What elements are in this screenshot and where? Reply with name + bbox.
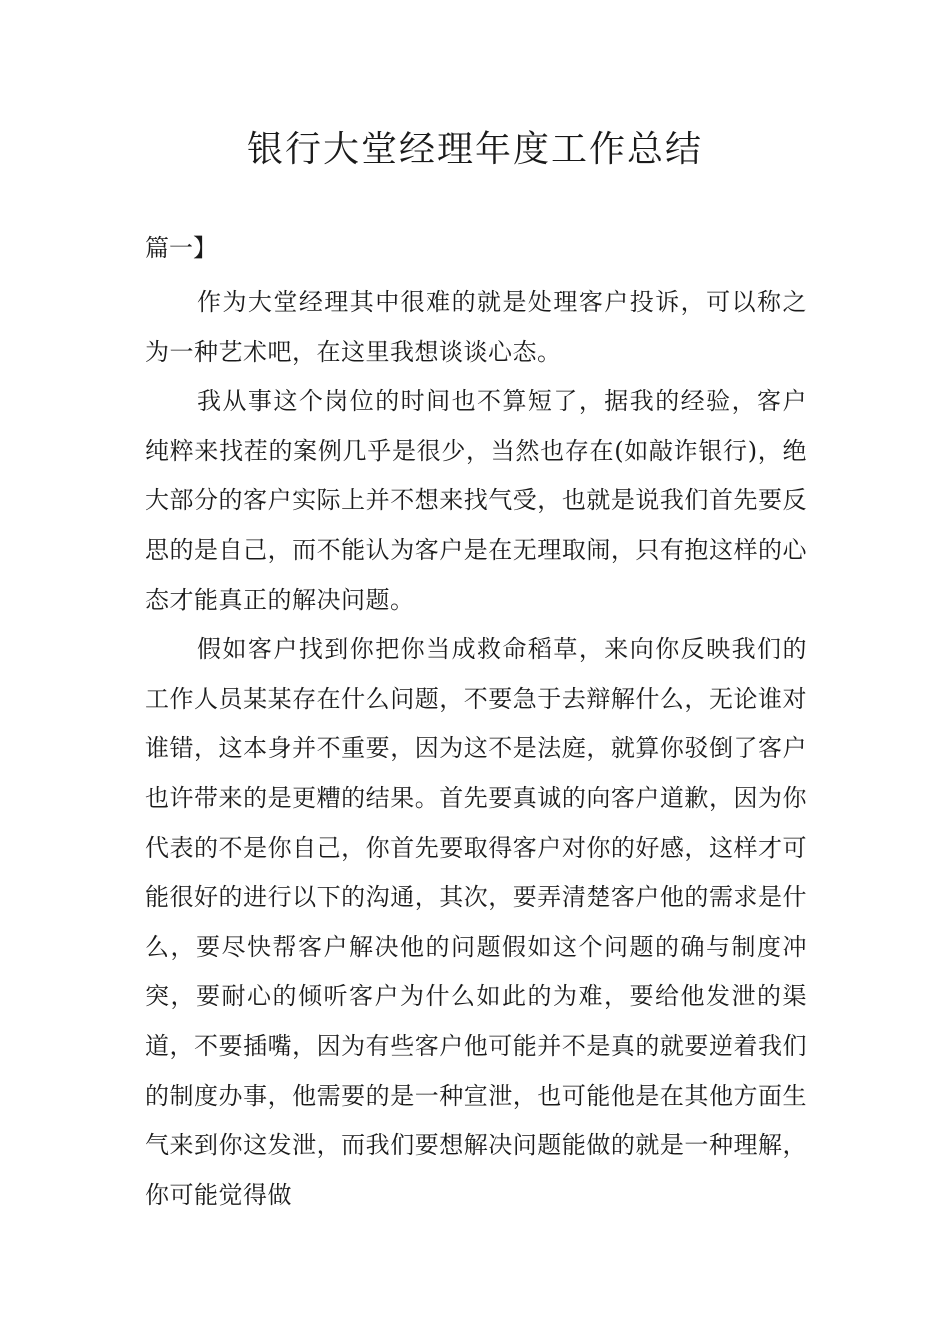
paragraph-1: 作为大堂经理其中很难的就是处理客户投诉，可以称之为一种艺术吧，在这里我想谈谈心态。 bbox=[145, 288, 807, 366]
paragraph-2: 我从事这个岗位的时间也不算短了，据我的经验，客户纯粹来找茬的案例几乎是很少，当然也存在(如敲诈银行)，绝大部分的客户实际上并不想来找气受，也就是说我们首先要反思的是自己，而不能认为客户是在无理取闹，只有抱这样的心态才能真正的解决问题。 bbox=[145, 387, 807, 614]
section-label: 篇一】 bbox=[145, 234, 217, 262]
paragraph-3: 假如客户找到你把你当成救命稻草，来向你反映我们的工作人员某某存在什么问题，不要急于去辩解什么，无论谁对谁错，这本身并不重要，因为这不是法庭，就算你驳倒了客户也许带来的是更糟的结果。首先要真诚的向客户道歉，因为你代表的不是你自己，你首先要取得客户对你的好感，这样才可能很好的进行以下的沟通，其次，要弄清楚客户他的需求是什么，要尽快帮客户解决他的问题假如这个问题的确与制度冲突，要耐心的倾听客户为什么如此的为难，要给他发泄的渠道，不要插嘴，因为有些客户他可能并不是真的就要逆着我们的制度办事，他需要的是一种宣泄，也可能他是在其他方面生气来到你这发泄，而我们要想解决问题能做的就是一种理解，你可能觉得做 bbox=[145, 635, 807, 1209]
document-body bbox=[145, 278, 807, 1220]
document-title: 银行大堂经理年度工作总结 bbox=[246, 129, 703, 170]
